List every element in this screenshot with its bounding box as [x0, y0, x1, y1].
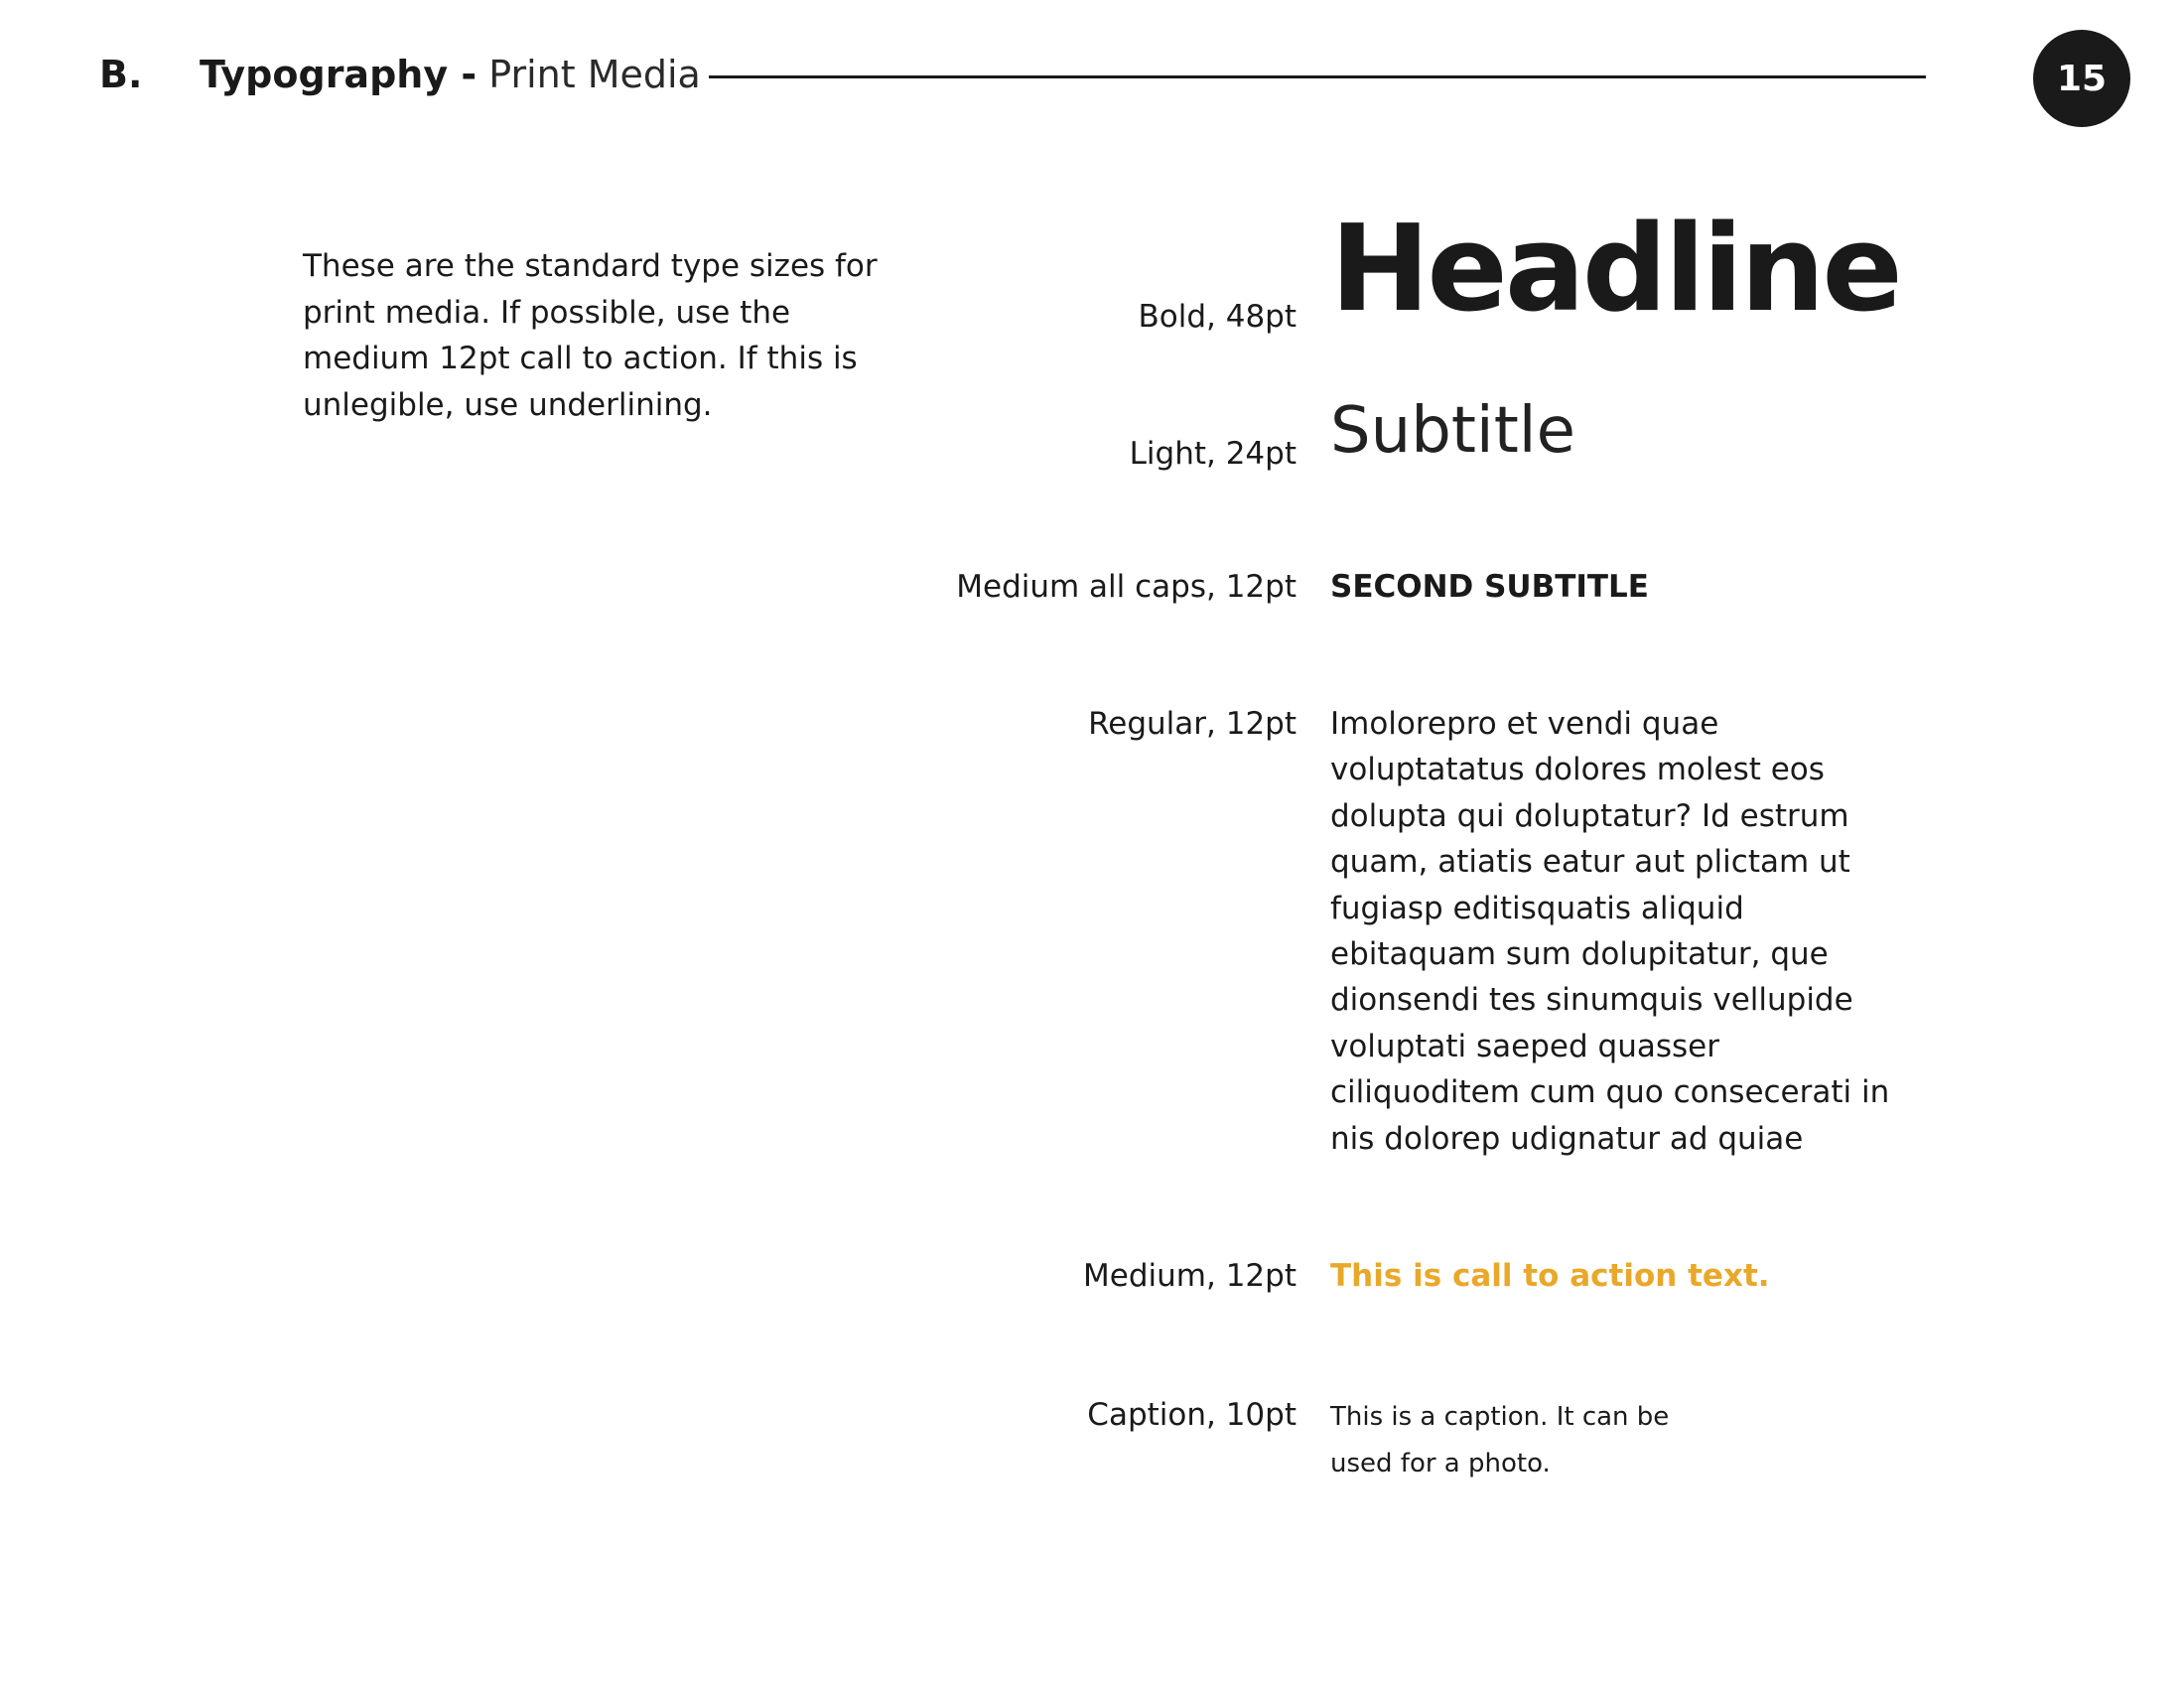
section-title-strong: Typography - — [200, 53, 478, 96]
caption-spec-label: Caption, 10pt — [1087, 1397, 1297, 1433]
intro-paragraph: These are the standard type sizes for print media. If possible, use the medium 12pt call to action. If this is unlegible, use underlining. — [303, 248, 878, 423]
second-subtitle-spec-label: Medium all caps, 12pt — [956, 569, 1297, 605]
section-letter: B. — [99, 53, 143, 96]
page-number: 15 — [2056, 58, 2108, 99]
subtitle-spec-label: Light, 24pt — [1129, 436, 1297, 472]
cta-spec-label: Medium, 12pt — [1083, 1258, 1297, 1294]
second-subtitle-sample: SECOND SUBTITLE — [1330, 569, 1649, 605]
subtitle-sample: Subtitle — [1330, 394, 1575, 468]
section-title-light: Print Media — [488, 53, 701, 96]
caption-sample: This is a caption. It can be used for a photo. — [1330, 1402, 1670, 1478]
body-spec-label: Regular, 12pt — [1088, 706, 1297, 742]
body-text-sample: Imolorepro et vendi quae voluptatatus dolores molest eos dolupta qui doluptatur? Id estrum quam, atiatis eatur aut plictam ut fugiasp editisquatis aliquid ebitaquam sum dolupitatur, que dionsendi tes sinumquis vellupide voluptati saeped quasser ciliquoditem cum quo consecerati in nis dolorep udignatur ad quiae — [1330, 706, 1890, 1157]
headline-spec-label: Bold, 48pt — [1138, 299, 1297, 335]
header-divider — [709, 75, 1926, 78]
section-title — [200, 53, 701, 96]
page-number-badge — [2033, 30, 2130, 127]
call-to-action-sample: This is call to action text. — [1330, 1258, 1770, 1294]
headline-sample: Headline — [1330, 201, 1900, 339]
